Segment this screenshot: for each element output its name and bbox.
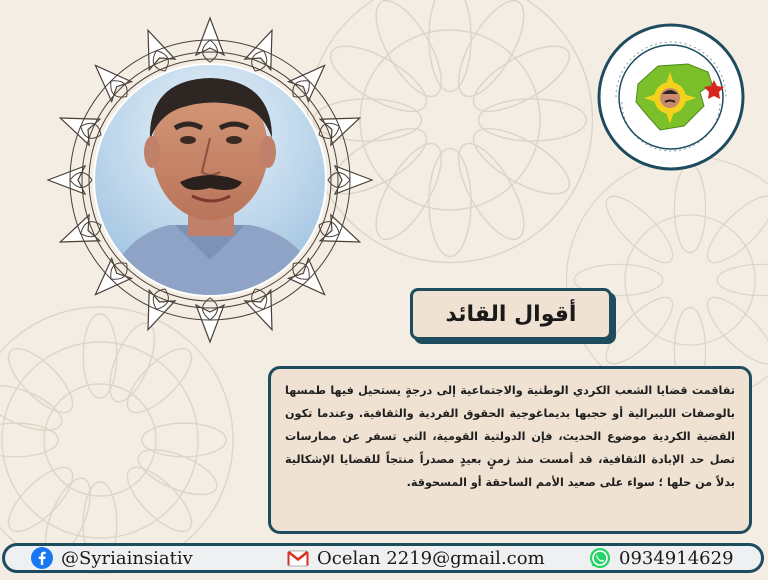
phone-number: 0934914629 — [619, 548, 734, 569]
facebook-handle: @Syriainsiativ — [61, 548, 193, 569]
organization-logo-icon — [596, 22, 746, 172]
email-contact[interactable] — [287, 546, 545, 570]
phone-contact[interactable] — [589, 546, 734, 570]
page-title: أقوال القائد — [446, 302, 577, 327]
email-address: Ocelan 2219@gmail.com — [317, 548, 545, 569]
portrait-image — [40, 10, 380, 350]
title-panel — [410, 288, 612, 340]
facebook-contact[interactable] — [31, 546, 193, 570]
quote-text: تفاقمت قضايا الشعب الكردي الوطنية والاجتماعية إلى درجةٍ يستحيل فيها طمسها بالوصفات الليبرالية أو حجبها بديماغوجية الحقوق الفردية والثقافية. وعندما تكون القضية الكردية موضوع الحديث، فإن الدولتية القومية، التي تسفر عن ممارسات تصل حد الإبادة الثقافية، قد أمست منذ زمنٍ بعيدٍ مصدراً منتجاً للقضايا الإشكالية بدلاً من حلها ؛ سواء على صعيد الأمم الساحقة أو المسحوقة. — [285, 379, 735, 494]
quote-panel — [268, 366, 752, 534]
facebook-icon — [31, 547, 53, 569]
contact-footer — [2, 543, 764, 573]
organization-logo — [596, 22, 746, 172]
gmail-icon — [287, 547, 309, 569]
whatsapp-icon — [589, 547, 611, 569]
portrait-frame — [40, 10, 380, 350]
